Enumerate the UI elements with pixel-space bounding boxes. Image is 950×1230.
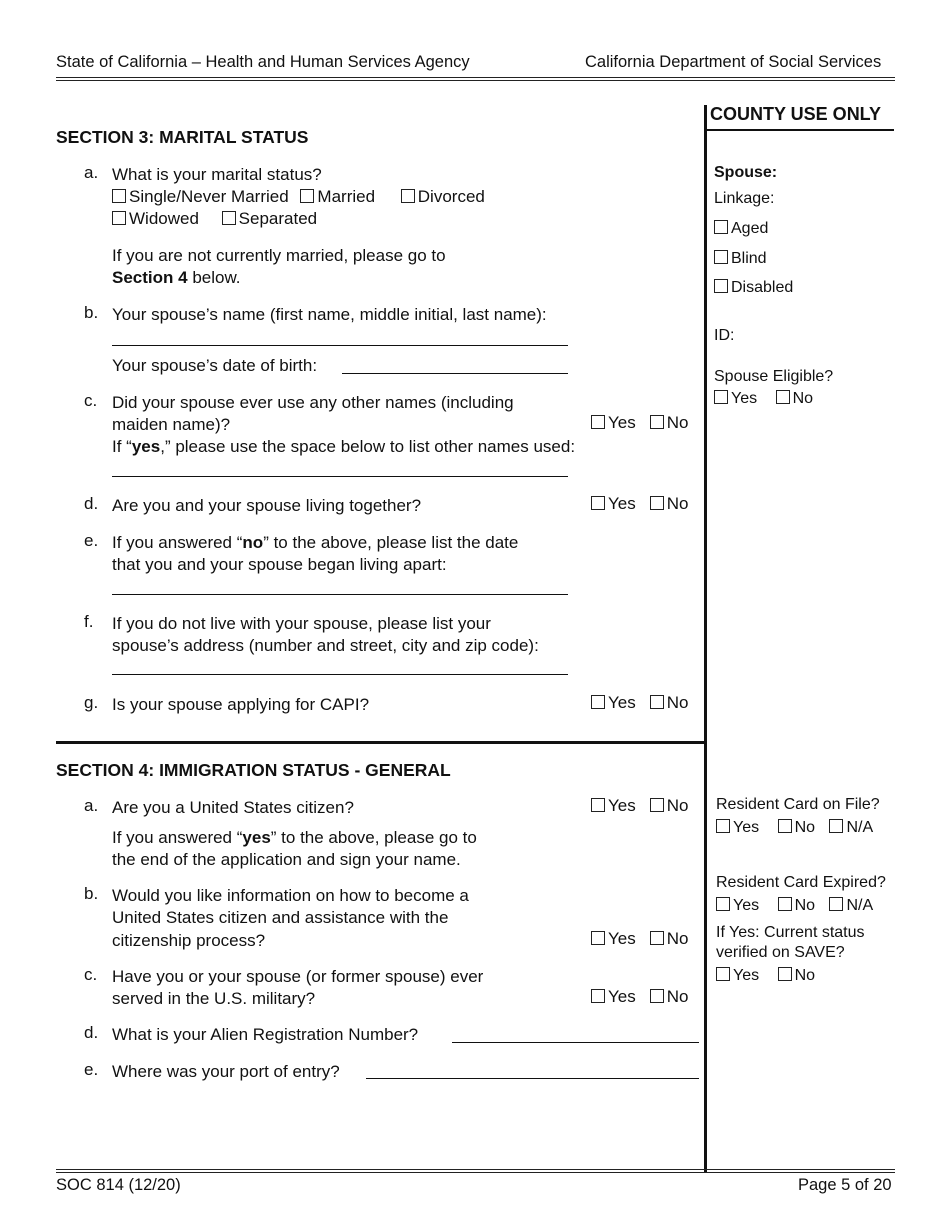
checkbox-icon[interactable] [829,819,843,833]
item-letter: a. [84,796,99,815]
alien-number-question: What is your Alien Registration Number? [112,1025,419,1044]
linkage-aged[interactable]: Aged [714,220,768,238]
section-separator [56,741,706,744]
checkbox-icon[interactable] [300,189,314,203]
resident-expired-no[interactable]: No [778,897,815,914]
linkage-disabled[interactable]: Disabled [714,279,793,297]
spouse-label: Spouse: [714,164,778,181]
checkbox-icon[interactable] [591,931,605,945]
spouse-capi-question: Is your spouse applying for CAPI? [112,695,370,714]
resident-expired-yes[interactable]: Yes [716,897,759,914]
checkbox-icon[interactable] [776,390,790,404]
resident-card-expired-options [716,897,873,915]
resident-card-expired-label: Resident Card Expired? [716,874,886,891]
linkage-label: Linkage: [714,190,775,207]
citizen-question: Are you a United States citizen? [112,798,354,817]
checkbox-icon[interactable] [714,390,728,404]
no-option[interactable]: No [650,413,689,432]
marital-options-row1 [112,185,485,208]
citizenship-info-line2: United States citizen and assistance with the [112,908,449,927]
checkbox-icon[interactable] [714,250,728,264]
resident-card-file-label: Resident Card on File? [716,796,880,813]
military-line2: served in the U.S. military? [112,989,316,1008]
living-together-yes-no [591,494,688,514]
no-option[interactable]: No [650,929,689,948]
yes-option[interactable]: Yes [591,929,636,948]
item-letter: f. [84,612,94,631]
citizenship-info-line1: Would you like information on how to become a [112,886,469,905]
item-letter: d. [84,494,99,513]
checkbox-icon[interactable] [222,211,236,225]
item-letter: b. [84,303,99,322]
footer-rule [56,1169,895,1170]
checkbox-icon[interactable] [778,897,792,911]
other-names-field[interactable] [112,476,568,477]
header-rule [56,77,895,78]
option-married[interactable]: Married [300,187,375,206]
checkbox-icon[interactable] [778,819,792,833]
header-department: California Department of Social Services [585,53,882,71]
yes-option[interactable]: Yes [591,693,636,712]
yes-option[interactable]: Yes [591,413,636,432]
checkbox-icon[interactable] [650,989,664,1003]
no-option[interactable]: No [650,796,689,815]
citizen-yes-no [591,796,688,816]
column-divider [704,105,707,1172]
resident-file-na[interactable]: N/A [829,819,873,836]
resident-expired-na[interactable]: N/A [829,897,873,914]
item-letter: d. [84,1023,99,1042]
checkbox-icon[interactable] [716,967,730,981]
no-option[interactable]: No [650,693,689,712]
spouse-eligible-options [714,390,813,408]
item-letter: a. [84,163,99,182]
checkbox-icon[interactable] [650,931,664,945]
checkbox-icon[interactable] [829,897,843,911]
item-letter: c. [84,965,98,984]
living-apart-line2: that you and your spouse began living apart: [112,555,447,574]
item-letter: e. [84,1060,99,1079]
living-together-question: Are you and your spouse living together? [112,496,422,515]
no-option[interactable]: No [650,494,689,513]
living-apart-line1: If you answered “no” to the above, please list the date [112,533,519,552]
other-names-line2: maiden name)? [112,415,231,434]
citizenship-info-yes-no [591,929,688,949]
item-letter: b. [84,884,99,903]
checkbox-icon[interactable] [716,819,730,833]
citizenship-info-line3: citizenship process? [112,931,266,950]
option-widowed[interactable]: Widowed [112,209,199,228]
spouse-address-line2: spouse’s address (number and street, city and zip code): [112,636,539,655]
checkbox-icon[interactable] [401,189,415,203]
checkbox-icon[interactable] [650,496,664,510]
header-rule-2 [56,80,895,81]
military-line1: Have you or your spouse (or former spouse) ever [112,967,484,986]
page-number: Page 5 of 20 [798,1176,892,1194]
checkbox-icon[interactable] [714,220,728,234]
marital-note-line2: Section 4 below. [112,268,241,287]
spouse-eligible-yes[interactable]: Yes [714,390,757,407]
item-letter: c. [84,391,98,410]
checkbox-icon[interactable] [591,496,605,510]
checkbox-icon[interactable] [591,695,605,709]
spouse-address-field[interactable] [112,674,568,675]
save-verified-options [716,967,815,985]
checkbox-icon[interactable] [112,189,126,203]
section4-title: SECTION 4: IMMIGRATION STATUS - GENERAL [56,760,451,780]
save-verified-yes[interactable]: Yes [716,967,759,984]
resident-file-yes[interactable]: Yes [716,819,759,836]
yes-option[interactable]: Yes [591,494,636,513]
option-single[interactable]: Single/Never Married [112,187,289,206]
section3-title: SECTION 3: MARITAL STATUS [56,127,309,147]
header-agency: State of California – Health and Human Services Agency [56,53,470,71]
military-yes-no [591,987,688,1007]
checkbox-icon[interactable] [650,415,664,429]
checkbox-icon[interactable] [112,211,126,225]
linkage-blind[interactable]: Blind [714,250,767,268]
spouse-eligible-no[interactable]: No [776,390,813,407]
save-verified-no[interactable]: No [778,967,815,984]
county-use-title: COUNTY USE ONLY [710,104,882,124]
resident-card-file-options [716,819,873,837]
alien-number-field[interactable] [452,1042,699,1043]
spouse-eligible-label: Spouse Eligible? [714,368,834,385]
checkbox-icon[interactable] [650,695,664,709]
id-label: ID: [714,327,735,344]
option-divorced[interactable]: Divorced [401,187,485,206]
checkbox-icon[interactable] [778,967,792,981]
footer-rule-2 [56,1172,895,1173]
marital-status-question: What is your marital status? [112,165,322,184]
marital-options-row2 [112,207,317,230]
yes-option[interactable]: Yes [591,987,636,1006]
checkbox-icon[interactable] [716,897,730,911]
county-title-rule [707,129,894,131]
checkbox-icon[interactable] [591,415,605,429]
citizen-note-line2: the end of the application and sign your name. [112,850,461,869]
spouse-name-question: Your spouse’s name (first name, middle initial, last name): [112,305,547,324]
spouse-dob-field[interactable] [342,373,568,374]
citizen-note-line1: If you answered “yes” to the above, please go to [112,828,477,847]
spouse-name-field[interactable] [112,345,568,346]
resident-file-no[interactable]: No [778,819,815,836]
port-of-entry-field[interactable] [366,1078,699,1079]
checkbox-icon[interactable] [714,279,728,293]
spouse-address-line1: If you do not live with your spouse, please list your [112,614,491,633]
other-names-line1: Did your spouse ever use any other names (including [112,393,514,412]
yes-option[interactable]: Yes [591,796,636,815]
current-status-line2: verified on SAVE? [716,944,845,961]
current-status-line1: If Yes: Current status [716,924,865,941]
spouse-dob-label: Your spouse’s date of birth: [112,356,318,375]
other-names-yes-no [591,413,688,433]
option-separated[interactable]: Separated [222,209,317,228]
no-option[interactable]: No [650,987,689,1006]
item-letter: g. [84,693,99,712]
port-of-entry-question: Where was your port of entry? [112,1062,340,1081]
form-number: SOC 814 (12/20) [56,1176,181,1194]
item-letter: e. [84,531,99,550]
living-apart-date-field[interactable] [112,594,568,595]
checkbox-icon[interactable] [591,989,605,1003]
checkbox-icon[interactable] [591,798,605,812]
checkbox-icon[interactable] [650,798,664,812]
marital-note-line1: If you are not currently married, please go to [112,246,446,265]
spouse-capi-yes-no [591,693,688,713]
other-names-line3: If “yes,” please use the space below to list other names used: [112,437,576,456]
